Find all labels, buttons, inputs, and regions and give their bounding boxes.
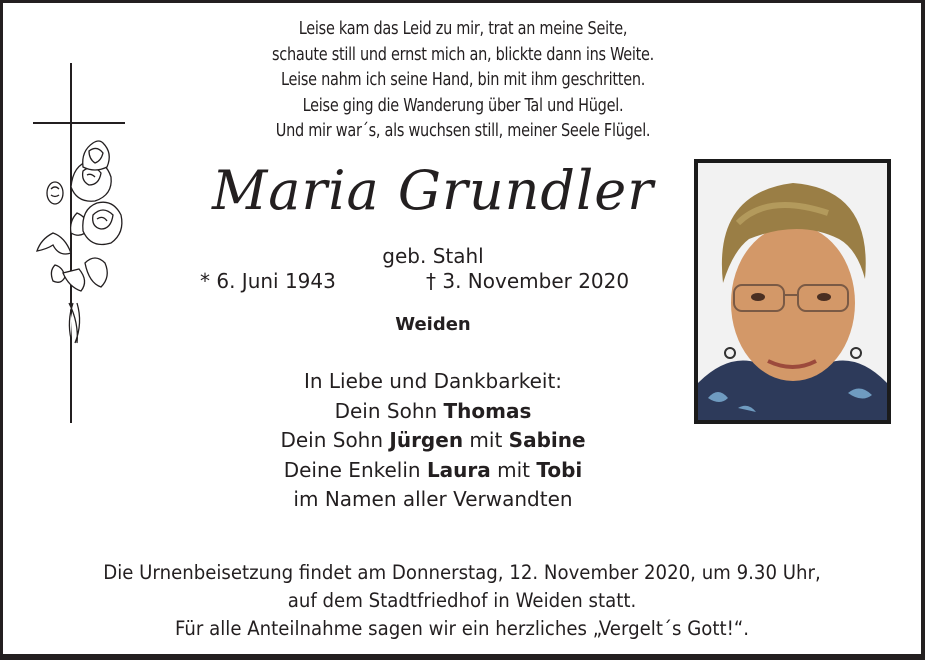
relative-name: Jürgen [389,428,464,452]
poem-line: schaute still und ernst mich an, blickte dann ins Weite. [272,44,654,65]
cross-with-roses-icon [33,63,133,425]
footer-line: auf dem Stadtfriedhof in Weiden statt. [287,589,637,612]
poem-line: Leise kam das Leid zu mir, trat an meine Seite, [298,19,628,39]
family-intro: In Liebe und Dankbarkeit: [303,369,563,393]
poem-line: Und mir war´s, als wuchsen still, meiner Seele Flügel. [275,121,651,142]
place: Weiden [395,314,471,335]
connector: mit [463,428,509,452]
portrait-photo [694,159,891,424]
portrait-illustration [698,163,887,420]
family-line [203,426,663,456]
relation-label: Dein Sohn [280,428,390,452]
birth-date: * 6. Juni 1943 [200,269,336,293]
death-date: † 3. November 2020 [426,269,630,293]
relative-name: Thomas [443,398,532,423]
deceased-name: Maria Grundler [211,159,655,222]
connector: mit [490,457,537,482]
poem-line: Leise ging die Wanderung über Tal und Hügel. [302,95,624,116]
poem-line: Leise nahm ich seine Hand, bin mit ihm geschritten. [280,70,646,91]
family-line [203,397,663,427]
family-line [203,456,663,486]
relative-name: Tobi [536,457,583,482]
relative-name: Laura [426,457,491,482]
footer-line: Die Urnenbeisetzung findet am Donnerstag, 12. November 2020, um 9.30 Uhr, [103,561,821,584]
funeral-notice [3,559,921,643]
maiden-name: geb. Stahl [382,244,484,268]
poem [143,17,783,145]
family-closing: im Namen aller Verwandten [293,487,573,511]
family-signatures [203,367,663,515]
footer-line: Für alle Anteilnahme sagen wir ein herzliches „Vergelt´s Gott!“. [174,617,750,640]
relative-name: Sabine [508,428,586,452]
relation-label: Deine Enkelin [283,457,427,482]
relation-label: Dein Sohn [334,398,444,423]
obituary-card [3,3,921,654]
